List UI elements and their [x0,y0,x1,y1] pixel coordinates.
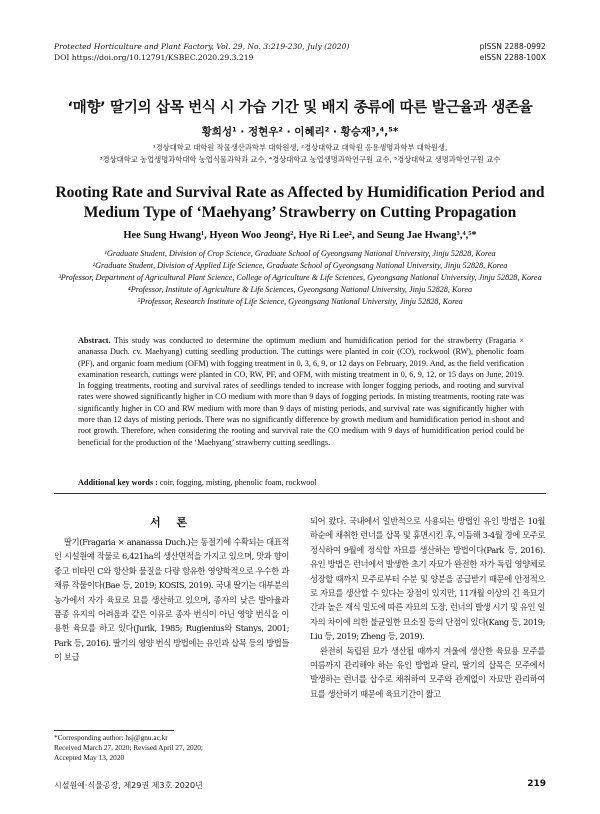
affiliation-line: ²Graduate Student, Division of Applied Life Science, Graduate School of Gyeongsang National University, Jinju 52828, Korea [92,261,508,270]
intro-paragraph-2: 완전히 독립된 묘가 생산될 때까지 겨울에 생산한 육묘용 모주를 여름까지 관리해야 하는 유인 방법과 달리, 딸기의 삽목은 모주에서 발생하는 런너를 삽수로 채취하여 모주와 관계없이 자묘만 관리하여 묘를 생산하기 때문에 육묘기간이 짧고 [310,645,545,699]
abstract-text: This study was conducted to determine the optimum medium and humidification period for the strawberry (Fragaria × ananassa Duch. cv. Maehyang) cutting seedling production. The cuttings were planted in coir (CO), rockwool (RW), phenolic foam (PF), and organic foam medium (OFM) with fogging treatment in 0, 3, 6, 9, or 12 days on February, 2019. And, as the field verification examination research, cuttings were planted in CO, RW, PF, and OFM, with misting treatment in 0, 6, 9, 12, or 15 days on June, 2019. In fogging treatments, rooting and survival rates of seedlings tended to increase with longer fogging periods, and rooting and survival rates were showed significantly higher in CO medium with more than 9 days of fogging periods. In misting treatments, rooting rate was significantly higher in CO and RW medium with more than 9 days of misting periods, and survival rate was significantly higher with more than 12 days of misting periods. There was no significantly difference by growth medium and humidification period in shoot and root growth. Therefore, when considering the rooting and survival rate the CO medium with 9 days of humidification period could be beneficial for the production of the ‘Maehyang’ strawberry cutting seedlings. [78,336,524,447]
pissn: pISSN 2288-0992 [479,42,546,51]
english-title: Rooting Rate and Survival Rate as Affected by Humidification Period and Medium Type of ‘Maehyang’ Strawberry on Cutting Propagation [55,184,545,221]
keywords [78,478,524,487]
issn-block [480,42,546,63]
journal-header [54,42,349,63]
affiliation-line: ⁵Professor, Research Institute of Life Science, Gyeongsang National University, Jinju 52828, Korea [137,297,463,306]
korean-title: ‘매향’ 딸기의 삽목 번식 시 가습 기간 및 배지 종류에 따른 발근율과 생존율 [67,100,533,116]
intro-paragraph: 딸기(Fragaria × ananassa Duch.)는 동절기에 수확되는 대표적인 시설원예 작물로 6,421ha의 생산면적을 가지고 있으며, 맛과 향이 좋고 비타민 C와 항산화 물질을 다량 함유한 영양학적으로 우수한 과채류 작물이다(Bae 등, 2019; KOSIS, 2019). 국내 딸기는 대부분의 농가에서 자가 육묘로 묘를 생산하고 있으며, 종자의 낮은 발아율과 품종 유지의 어려움과 같은 이유로 종자 번식이 아닌 영양 번식을 이용한 육묘를 하고 있다(Jurik, 1985; Rugienius와 Stanys, 2001; Park 등, 2016). 딸기의 영양 번식 방법에는 유인과 삽목 등의 방법들이 보급 [54,537,289,663]
accepted-date: Accepted May 13, 2020 [54,752,125,762]
page-footer [54,780,546,791]
right-column [310,514,545,701]
journal-citation: Protected Horticulture and Plant Factory, Vol. 29, No. 3:219-230, July (2020) [54,42,350,51]
abstract-label: Abstract. [78,336,111,345]
affiliation-line: ¹Graduate Student, Division of Crop Science, Graduate School of Gyeongsang National University, Jinju 52828, Korea [104,249,496,258]
journal-footer: 시설원예·식물공장, 제29권 제3호 2020년 [54,781,203,790]
english-authors: Hee Sung Hwang¹, Hyeon Woo Jeong², Hye Ri Lee², and Seung Jae Hwang³,⁴,⁵* [123,230,477,241]
eissn: eISSN 2288-100X [479,52,546,62]
intro-paragraph-continued: 되어 왔다. 국내에서 일반적으로 사용되는 방법인 유인 방법은 10월 하순에 채취한 런너를 삽목 및 휴면시킨 후, 이듬해 3-4월 경에 모주로 정식하여 9월에 정식할 자묘를 생산하는 방법이다(Park 등, 2016). 유인 방법은 런너에서 발생한 초기 자묘가 완전한 자가 독립 영양체로 성장할 때까지 모주로부터 수분 및 양분을 공급받기 때문에 안정적으로 자묘를 생산할 수 있다는 장점이 있지만, 11개월 이상의 긴 육묘기간과 높은 재식 밀도에 따른 자묘의 도장, 런너의 발생 시기 및 유인 일자의 차이에 의한 불균일한 묘소질 등의 단점이 있다(Kang 등, 2019; Liu 등, 2019; Zheng 등, 2019). [310,516,545,642]
abstract [78,335,524,448]
english-affiliations [56,248,544,308]
affiliation-line: ⁴Professor, Institute of Agriculture & Life Sciences, Gyeongsang National University, Jinju 52828, Korea [127,285,473,294]
keywords-divider [54,493,546,494]
keywords-text: coir, fogging, misting, phenolic foam, rockwool [159,478,317,487]
doi-link[interactable]: DOI https://doi.org/10.12791/KSBEC.2020.29.3.219 [54,52,254,62]
korean-affiliation-line: ¹경상대학교 대학원 작물생산과학부 대학원생, ²경상대학교 대학원 응용생명과학부 대학원생, [152,143,448,152]
received-dates: Received March 27, 2020; Revised April 27, 2020; [54,742,203,752]
footnote-divider [54,730,174,731]
left-column [54,535,289,665]
footnote [54,733,203,762]
affiliation-line: ³Professor, Department of Agricultural Plant Science, College of Agriculture & Life Sciences, Gyeongsang National University, Jinju 52828, Korea [58,273,542,282]
korean-affiliation-line: ³경상대학교 농업생명과학대학 농업식물과학과 교수, ⁴경상대학교 농업생명과학연구원 교수, ⁵경상대학교 생명과학연구원 교수 [99,155,501,164]
section-heading-introduction: 서 론 [149,516,194,529]
page-number: 219 [527,779,546,789]
corresponding-author: *Corresponding author: hsj@gnu.ac.kr [54,733,168,742]
korean-authors: 황희성¹ · 정현우² · 이혜리² · 황승재³,⁴,⁵* [201,126,399,138]
keywords-label: Additional key words : [78,478,158,487]
korean-affiliations [40,142,560,166]
